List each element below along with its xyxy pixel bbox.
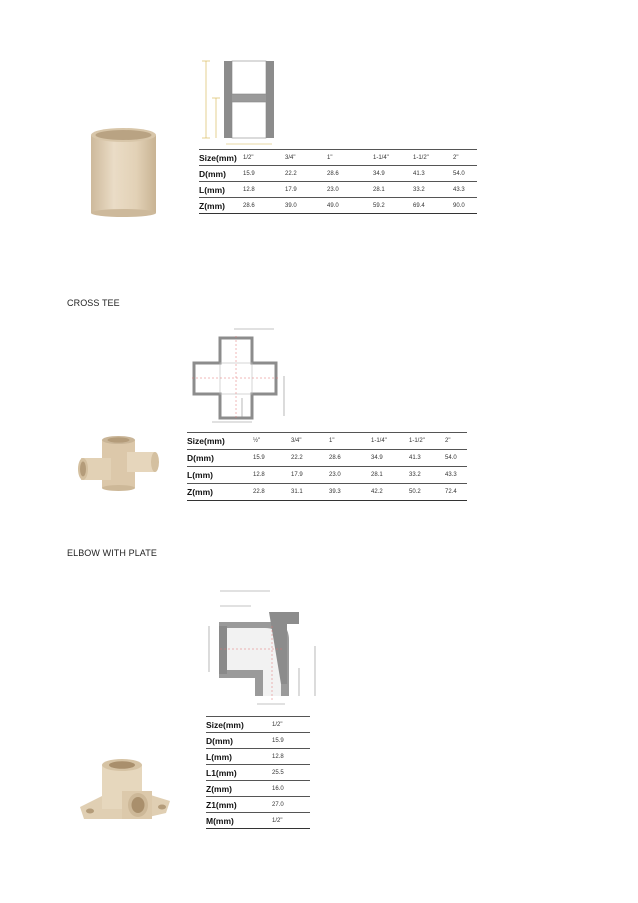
- table-row: [206, 717, 310, 733]
- table-cell: 43.3: [445, 472, 457, 478]
- table-cell: 34.9: [371, 455, 383, 461]
- table-cell: 49.0: [327, 202, 339, 209]
- table-cell: 1/2": [272, 721, 283, 728]
- table-cell: 1-1/2": [413, 154, 429, 161]
- row-label: D(mm): [187, 453, 214, 463]
- row-label: L1(mm): [206, 767, 237, 778]
- table-cell: 1/2": [272, 817, 283, 824]
- table-cell: 54.0: [445, 455, 457, 461]
- table-cell: 1": [327, 154, 333, 161]
- elbow-with-plate-photo: [78, 757, 173, 827]
- row-label: Z(mm): [206, 783, 232, 794]
- table-cell: 2": [445, 438, 451, 444]
- coupling-drawing: [198, 58, 278, 148]
- table-cell: 41.3: [413, 170, 425, 177]
- table-cell: 22.8: [253, 489, 265, 495]
- table-row: [187, 484, 467, 501]
- row-label: L(mm): [187, 470, 213, 480]
- row-label: D(mm): [199, 168, 226, 179]
- row-label: Size(mm): [187, 436, 225, 446]
- table-cell: 59.2: [373, 202, 385, 209]
- table-cell: 12.8: [243, 186, 255, 193]
- cross-tee-photo: [77, 436, 159, 491]
- table-cell: 33.2: [413, 186, 425, 193]
- table-cell: 1-1/4": [371, 438, 387, 444]
- table-cell: 2": [453, 154, 459, 161]
- table-cell: 72.4: [445, 489, 457, 495]
- table-cell: 28.1: [371, 472, 383, 478]
- table-cell: 27.0: [272, 801, 284, 808]
- table-cell: 23.0: [329, 472, 341, 478]
- table-cell: 22.2: [291, 455, 303, 461]
- elbow-with-plate-title: ELBOW WITH PLATE: [67, 548, 157, 558]
- table-cell: 22.2: [285, 170, 297, 177]
- row-label: Size(mm): [199, 152, 237, 163]
- table-row: [199, 150, 477, 166]
- cross-tee-spec-table: [187, 432, 467, 501]
- table-row: [206, 781, 310, 797]
- cross-tee-title: CROSS TEE: [67, 298, 120, 308]
- table-row: [187, 467, 467, 484]
- table-cell: 42.2: [371, 489, 383, 495]
- table-cell: 12.8: [272, 753, 284, 760]
- table-cell: 43.3: [453, 186, 465, 193]
- table-cell: 1-1/2": [409, 438, 425, 444]
- table-cell: 23.0: [327, 186, 339, 193]
- row-label: Z1(mm): [206, 799, 237, 810]
- row-label: Z(mm): [187, 487, 213, 497]
- table-cell: 1": [329, 438, 335, 444]
- table-cell: 15.9: [272, 737, 284, 744]
- table-cell: 3/4": [285, 154, 296, 161]
- cross-tee-drawing: [192, 326, 292, 426]
- elbow-with-plate-drawing: [203, 584, 328, 714]
- table-cell: 41.3: [409, 455, 421, 461]
- table-row: [206, 733, 310, 749]
- row-label: D(mm): [206, 735, 233, 746]
- table-row: [206, 765, 310, 781]
- table-row: [206, 749, 310, 765]
- elbow-with-plate-spec-table: [206, 716, 310, 829]
- table-cell: 15.9: [253, 455, 265, 461]
- table-cell: ½": [253, 438, 261, 444]
- table-cell: 12.8: [253, 472, 265, 478]
- table-cell: 39.3: [329, 489, 341, 495]
- table-cell: 25.5: [272, 769, 284, 776]
- row-label: L(mm): [199, 184, 225, 195]
- table-row: [206, 813, 310, 829]
- table-row: [199, 166, 477, 182]
- table-row: [206, 797, 310, 813]
- table-cell: 34.9: [373, 170, 385, 177]
- coupling-spec-table: [199, 149, 477, 214]
- table-cell: 28.6: [243, 202, 255, 209]
- table-cell: 17.9: [291, 472, 303, 478]
- table-row: [199, 182, 477, 198]
- table-cell: 90.0: [453, 202, 465, 209]
- table-cell: 28.6: [329, 455, 341, 461]
- row-label: M(mm): [206, 815, 234, 826]
- table-cell: 16.0: [272, 785, 284, 792]
- row-label: Z(mm): [199, 200, 225, 211]
- table-cell: 1-1/4": [373, 154, 389, 161]
- table-cell: 3/4": [291, 438, 302, 444]
- table-row: [199, 198, 477, 214]
- table-cell: 54.0: [453, 170, 465, 177]
- table-row: [187, 450, 467, 467]
- row-label: L(mm): [206, 751, 232, 762]
- table-cell: 31.1: [291, 489, 303, 495]
- table-cell: 15.9: [243, 170, 255, 177]
- table-cell: 17.9: [285, 186, 297, 193]
- row-label: Size(mm): [206, 719, 244, 730]
- table-cell: 50.2: [409, 489, 421, 495]
- coupling-photo: [90, 127, 158, 217]
- table-cell: 28.6: [327, 170, 339, 177]
- table-cell: 28.1: [373, 186, 385, 193]
- table-row: [187, 433, 467, 450]
- table-cell: 39.0: [285, 202, 297, 209]
- table-cell: 69.4: [413, 202, 425, 209]
- table-cell: 1/2": [243, 154, 254, 161]
- table-cell: 33.2: [409, 472, 421, 478]
